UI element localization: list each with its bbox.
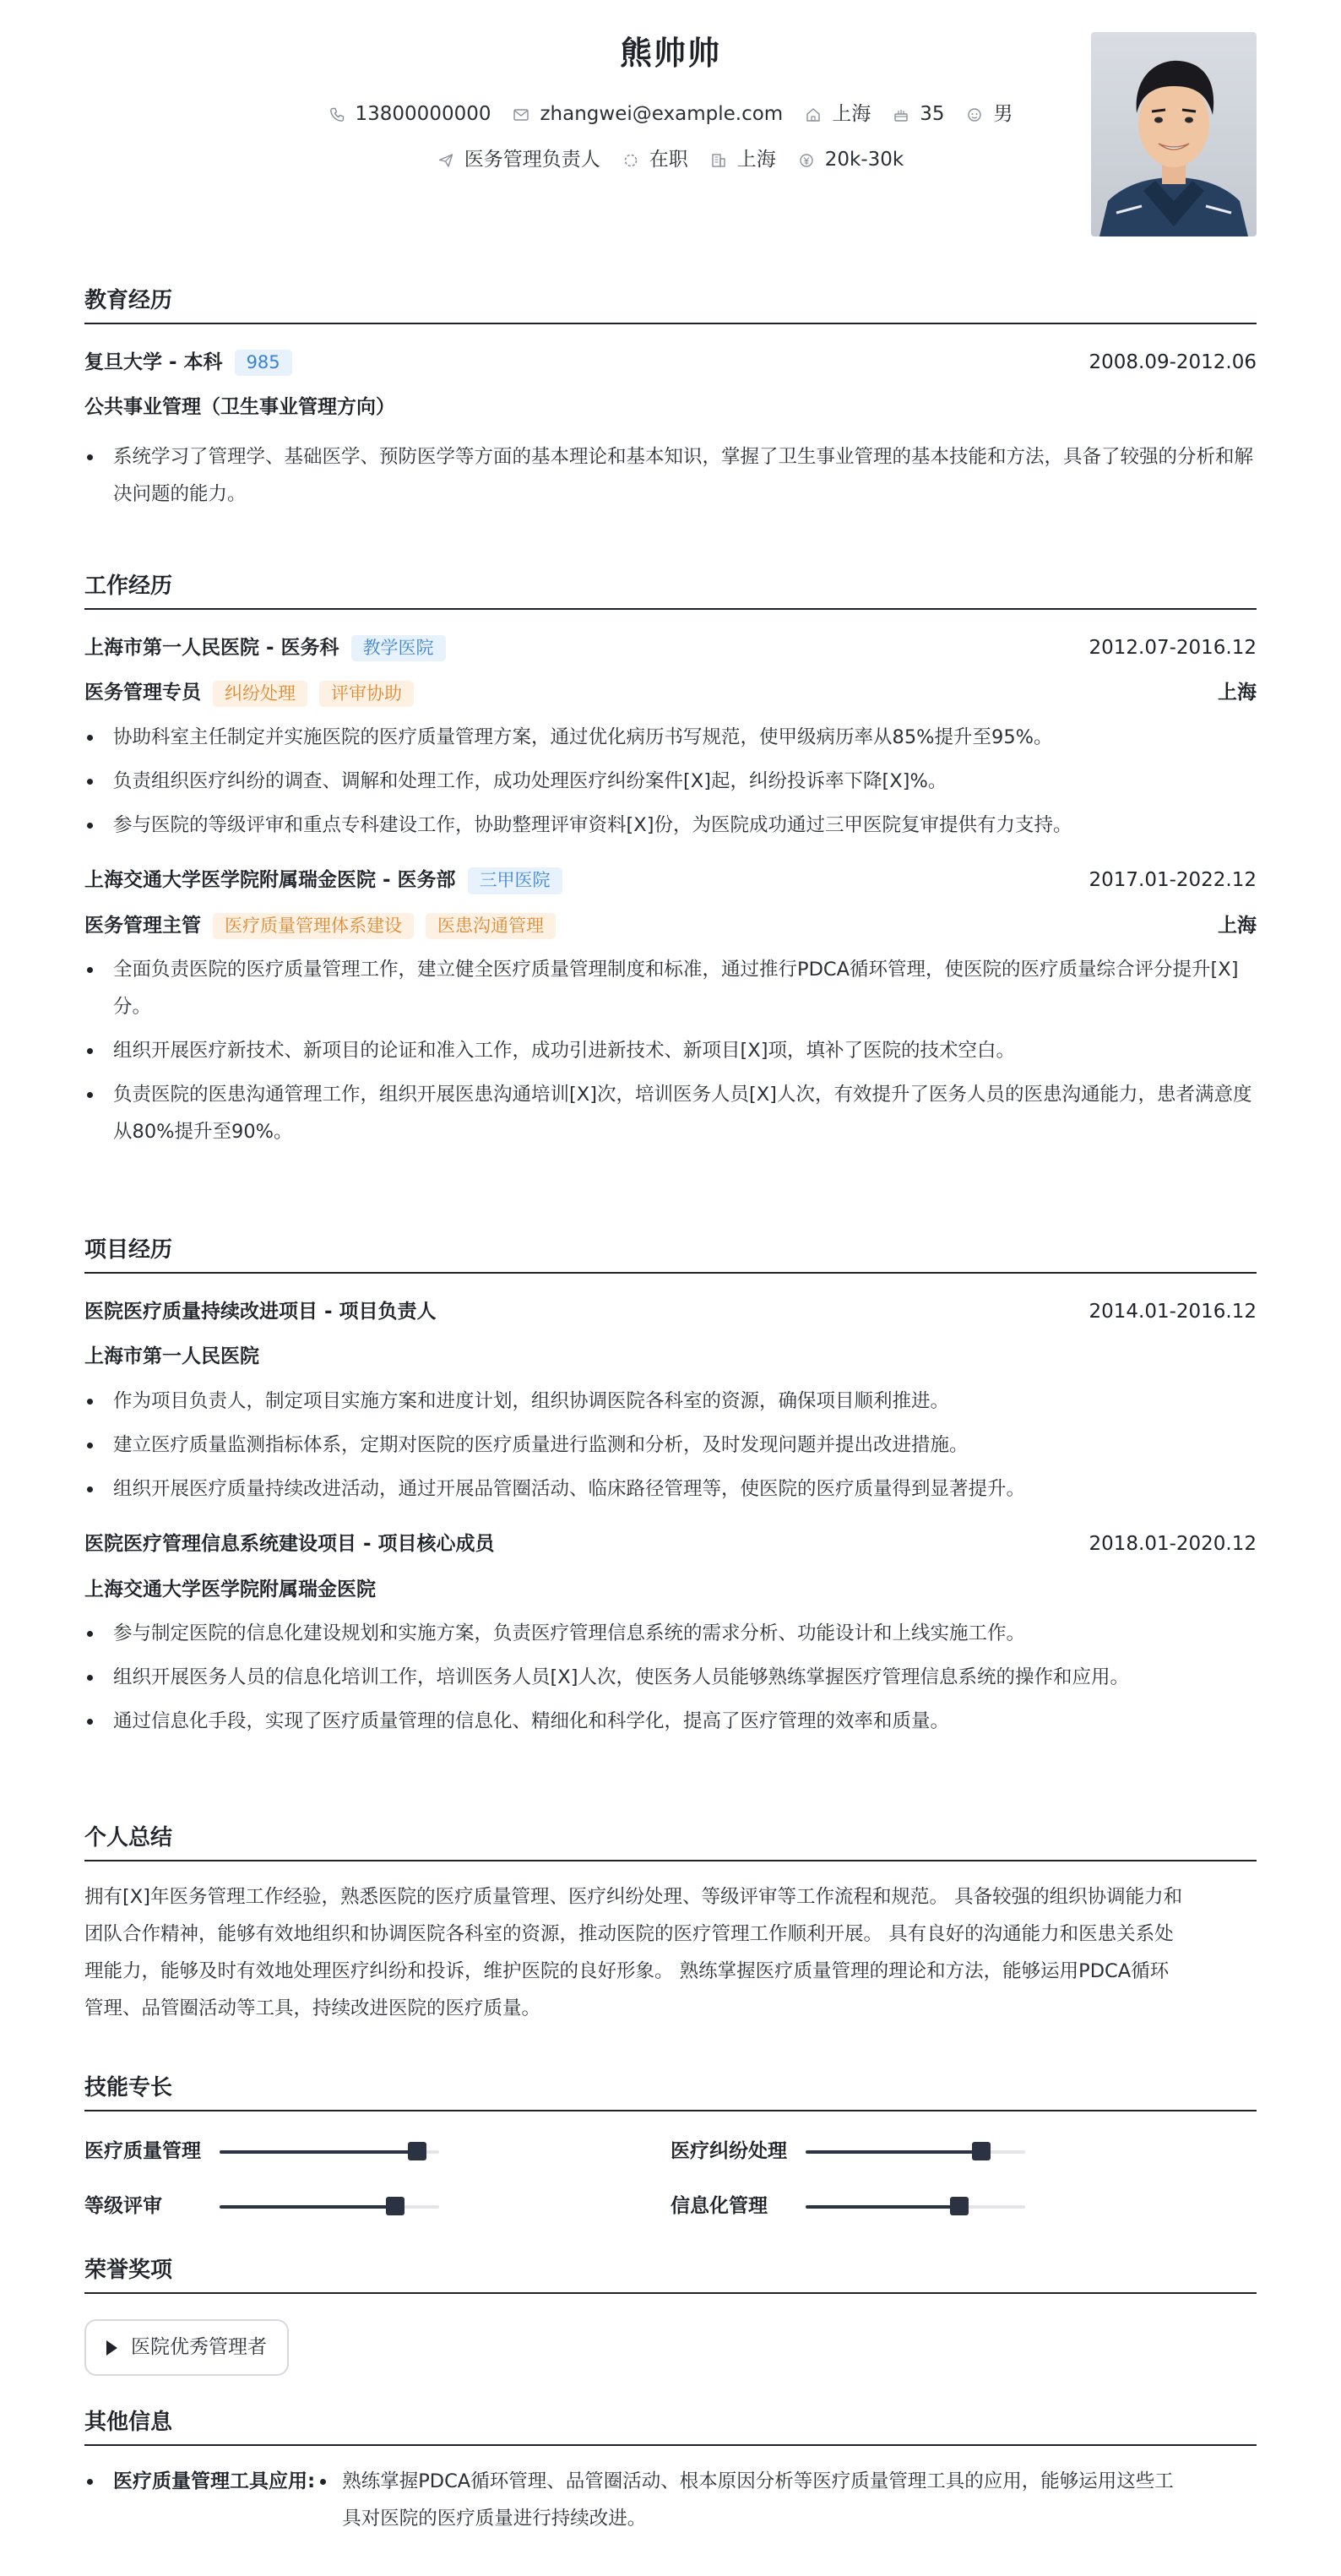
- other-section: [84, 2409, 1257, 2537]
- cake-icon: [893, 106, 909, 123]
- salary-item: [798, 145, 904, 176]
- work-org: 上海交通大学医学院附属瑞金医院 - 医务部: [84, 869, 456, 892]
- work-city: 上海: [1218, 682, 1257, 704]
- list-item: 组织开展医疗新技术、新项目的论证和准入工作，成功引进新技术、新项目[X]项，填补了医院的技术空白。: [84, 1032, 1257, 1069]
- project-1-bullets: [84, 1383, 1257, 1508]
- status-item: [622, 145, 688, 176]
- award-label: 医院优秀管理者: [131, 2335, 267, 2358]
- work-org-tag: 三甲医院: [468, 867, 562, 894]
- age-text: 35: [920, 103, 945, 125]
- skill-name: 医疗纠纷处理: [670, 2139, 787, 2162]
- role-tag: 医疗质量管理体系建设: [213, 913, 414, 939]
- gender-icon: [966, 106, 983, 123]
- summary-line: 拥有[X]年医务管理工作经验，熟悉医院的医疗质量管理、医疗纠纷处理、等级评审等工作流程和规范。 具备较强的组织协调能力和: [84, 1885, 1183, 1908]
- awards-section: [84, 2257, 1257, 2376]
- role-tag: 医患沟通管理: [426, 913, 556, 939]
- other-label: 医疗质量管理工具应用:: [84, 2463, 315, 2537]
- section-title-work: 工作经历: [84, 573, 1257, 610]
- section-title-awards: 荣誉奖项: [84, 2257, 1257, 2294]
- project-2-bullets: [84, 1615, 1257, 1740]
- list-item: 协助科室主任制定并实施医院的医疗质量管理方案，通过优化病历书写规范，使甲级病历率从85%提升至95%。: [84, 719, 1257, 756]
- summary-text: [84, 1878, 1257, 2027]
- profile-photo: [1091, 32, 1257, 236]
- education-header-row: [84, 348, 1257, 378]
- list-item: 建立医疗质量监测指标体系，定期对医院的医疗质量进行监测和分析，及时发现问题并提出改进措施。: [84, 1427, 1257, 1464]
- project-org: 上海市第一人民医院: [84, 1345, 259, 1368]
- list-item: 组织开展医疗质量持续改进活动，通过开展品管圈活动、临床路径管理等，使医院的医疗质量得到显著提升。: [84, 1470, 1257, 1508]
- list-item: 作为项目负责人，制定项目实施方案和进度计划，组织协调医院各科室的资源，确保项目顺利推进。: [84, 1383, 1257, 1420]
- role-tag: 评审协助: [319, 681, 414, 707]
- skill-slider: [220, 2205, 439, 2209]
- work-item-1-bullets: [84, 719, 1257, 844]
- skill-item: [670, 2192, 1257, 2222]
- skill-slider-fill: [806, 2150, 981, 2154]
- location-item: [805, 100, 871, 130]
- other-line: 具对医院的医疗质量进行持续改进。: [342, 2507, 647, 2530]
- school-tag: 985: [235, 350, 292, 376]
- skill-slider-fill: [806, 2205, 959, 2209]
- other-text: [315, 2463, 1174, 2537]
- age-item: [893, 100, 944, 130]
- section-title-education: 教育经历: [84, 287, 1257, 324]
- job-target-item: [437, 145, 600, 176]
- summary-line: 团队合作精神，能够有效地组织和协调医院各科室的资源，推动医院的医疗管理工作顺利开展。 具有良好的沟通能力和医患关系处: [84, 1922, 1174, 1945]
- list-item: 通过信息化手段，实现了医疗质量管理的信息化、精细化和科学化，提高了医疗管理的效率和质量。: [84, 1703, 1257, 1740]
- phone-item: [328, 100, 491, 130]
- work-org-tag: 教学医院: [351, 635, 446, 661]
- skill-slider: [220, 2150, 439, 2154]
- skill-item: [84, 2137, 670, 2167]
- work-date: 2012.07-2016.12: [1089, 636, 1257, 659]
- list-item: 负责医院的医患沟通管理工作，组织开展医患沟通培训[X]次，培训医务人员[X]人次，有效提升了医务人员的医患沟通能力，患者满意度从80%提升至90%。: [84, 1076, 1257, 1150]
- email-text: zhangwei@example.com: [540, 103, 784, 125]
- money-icon: [798, 152, 815, 169]
- skill-slider-knob: [408, 2142, 426, 2160]
- building-icon: [710, 152, 727, 169]
- target-city-item: [710, 145, 776, 176]
- skill-slider-knob: [972, 2142, 991, 2160]
- project-name: 医院医疗管理信息系统建设项目 - 项目核心成员: [84, 1533, 495, 1556]
- skills-section: [84, 2074, 1257, 2222]
- skill-slider-knob: [386, 2197, 404, 2215]
- project-2-header: [84, 1530, 1257, 1560]
- education-date: 2008.09-2012.06: [1089, 351, 1257, 373]
- project-name: 医院医疗质量持续改进项目 - 项目负责人: [84, 1300, 437, 1323]
- skill-item: [84, 2192, 670, 2222]
- section-title-projects: 项目经历: [84, 1236, 1257, 1274]
- salary-text: 20k-30k: [824, 149, 904, 171]
- role-tag: 纠纷处理: [213, 681, 307, 707]
- section-title-skills: 技能专长: [84, 2074, 1257, 2111]
- email-item: [513, 100, 783, 130]
- list-item: 系统学习了管理学、基础医学、预防医学等方面的基本理论和基本知识，掌握了卫生事业管理的基本技能和方法，具备了较强的分析和解决问题的能力。: [84, 438, 1257, 513]
- resume-header: [84, 0, 1257, 253]
- status-icon: [622, 152, 639, 169]
- projects-section: [84, 1236, 1257, 1740]
- project-date: 2018.01-2020.12: [1089, 1533, 1257, 1556]
- work-item-2-header: [84, 866, 1257, 896]
- skill-slider: [806, 2150, 1025, 2154]
- project-org: 上海交通大学医学院附属瑞金医院: [84, 1578, 376, 1600]
- work-item-2-bullets: [84, 951, 1257, 1150]
- list-item: 全面负责医院的医疗质量管理工作，建立健全医疗质量管理制度和标准，通过推行PDCA循环管理，使医院的医疗质量综合评分提升[X]分。: [84, 951, 1257, 1025]
- list-item: 参与医院的等级评审和重点专科建设工作，协助整理评审资料[X]份，为医院成功通过三甲医院复审提供有力支持。: [84, 807, 1257, 844]
- skill-slider-fill: [220, 2205, 395, 2209]
- gender-text: 男: [993, 103, 1013, 125]
- gender-item: [966, 100, 1013, 130]
- home-icon: [805, 106, 822, 123]
- education-section: [84, 287, 1257, 513]
- job-target-text: 医务管理负责人: [464, 149, 600, 171]
- summary-section: [84, 1824, 1257, 2027]
- list-item: 负责组织医疗纠纷的调查、调解和处理工作，成功处理医疗纠纷案件[X]起，纠纷投诉率下降[X]%。: [84, 763, 1257, 800]
- contact-row: [84, 100, 1257, 130]
- work-item-1-role-row: [84, 678, 1257, 709]
- skill-slider-fill: [220, 2150, 417, 2154]
- skills-grid: [84, 2137, 1257, 2222]
- work-role: 医务管理主管: [84, 914, 201, 937]
- list-item: 参与制定医院的信息化建设规划和实施方案，负责医疗管理信息系统的需求分析、功能设计和上线实施工作。: [84, 1615, 1257, 1652]
- school-name: 复旦大学 - 本科: [84, 351, 223, 373]
- work-org: 上海市第一人民医院 - 医务科: [84, 636, 339, 659]
- project-1-header: [84, 1297, 1257, 1328]
- phone-icon: [328, 106, 345, 123]
- avatar: [1091, 32, 1257, 236]
- summary-line: 理能力，能够及时有效地处理医疗纠纷和投诉，维护医院的良好形象。 熟练掌握医疗质量管理的理论和方法，能够运用PDCA循环: [84, 1959, 1170, 1982]
- skill-name: 医疗质量管理: [84, 2139, 201, 2162]
- location-text: 上海: [832, 103, 871, 125]
- target-city-text: 上海: [736, 149, 776, 171]
- work-city: 上海: [1218, 914, 1257, 937]
- status-text: 在职: [649, 149, 688, 171]
- work-item-2-role-row: [84, 911, 1257, 942]
- major-name: 公共事业管理（卫生事业管理方向）: [84, 396, 395, 419]
- play-icon: [106, 2340, 117, 2356]
- other-item: [84, 2463, 1257, 2537]
- intent-row: [84, 145, 1257, 176]
- work-item-1-header: [84, 633, 1257, 664]
- summary-line: 管理、品管圈活动等工具，持续改进医院的医疗质量。: [84, 1997, 541, 2019]
- award-item[interactable]: [84, 2319, 289, 2377]
- project-date: 2014.01-2016.12: [1089, 1300, 1257, 1323]
- other-line: 熟练掌握PDCA循环管理、品管圈活动、根本原因分析等医疗质量管理工具的应用，能够运用这些工: [342, 2470, 1174, 2492]
- phone-text: 13800000000: [355, 103, 491, 125]
- skill-slider: [806, 2205, 1025, 2209]
- candidate-name: 熊帅帅: [619, 35, 721, 72]
- mail-icon: [513, 106, 529, 123]
- skill-item: [670, 2137, 1257, 2167]
- work-role: 医务管理专员: [84, 682, 201, 704]
- education-bullets: [84, 438, 1257, 513]
- send-icon: [437, 152, 454, 169]
- section-title-summary: 个人总结: [84, 1824, 1257, 1861]
- skill-name: 等级评审: [84, 2195, 162, 2218]
- work-section: [84, 573, 1257, 1150]
- work-date: 2017.01-2022.12: [1089, 869, 1257, 892]
- skill-name: 信息化管理: [670, 2195, 768, 2218]
- section-title-other: 其他信息: [84, 2409, 1257, 2446]
- skill-slider-knob: [950, 2197, 969, 2215]
- list-item: 组织开展医务人员的信息化培训工作，培训医务人员[X]人次，使医务人员能够熟练掌握医疗管理信息系统的操作和应用。: [84, 1659, 1257, 1696]
